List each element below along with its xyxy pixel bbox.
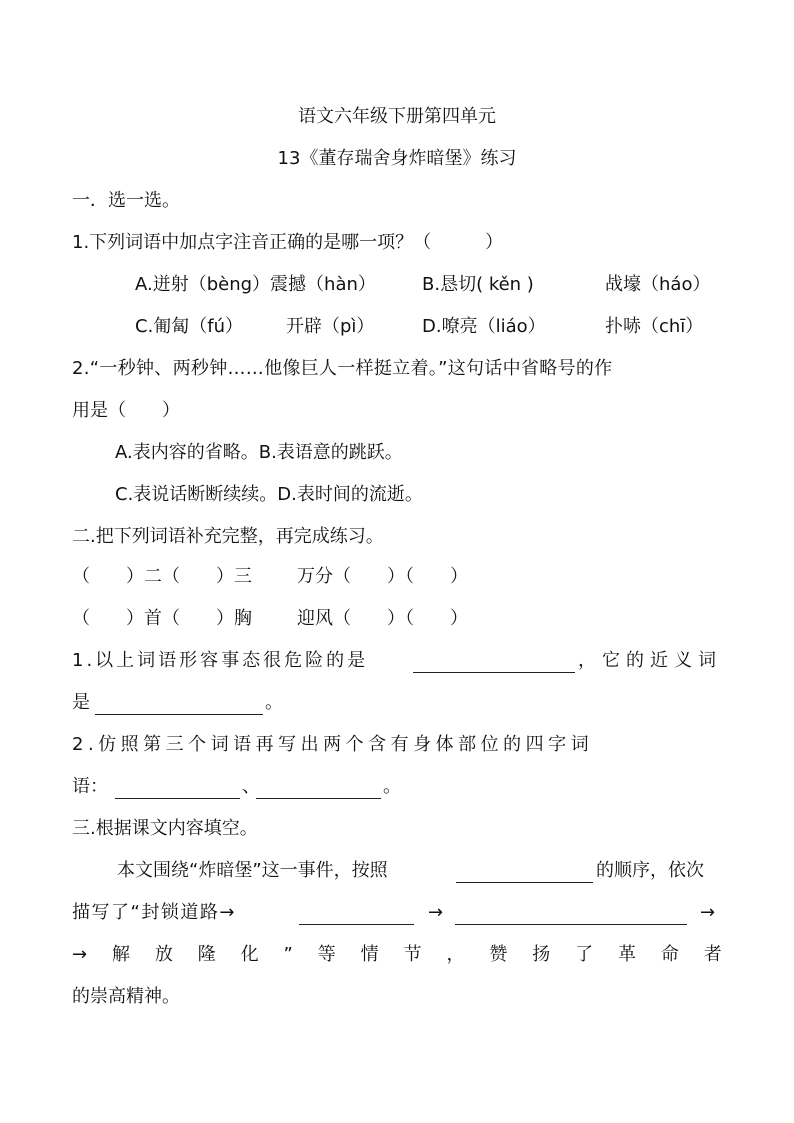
s3-para-line1-head: 本文围绕“炸暗堡”这一事件，按照 bbox=[117, 860, 388, 881]
s2-q1-text-tail: ，它的近义词 bbox=[578, 650, 722, 671]
idiom-blank-1: （ ）二（ ）三 bbox=[72, 566, 252, 587]
q1-option-b-word2: 战壕（háo） bbox=[605, 274, 711, 295]
idiom-blank-4: 迎风（ ）（ ） bbox=[297, 608, 468, 629]
q2-options-line2: C.表说话断断续续。D.表时间的流逝。 bbox=[115, 484, 423, 505]
s3-answer-blank-2[interactable] bbox=[299, 901, 414, 925]
s2-q1-text: 1.以上词语形容事态很危险的是 bbox=[72, 650, 369, 671]
s3-answer-blank-order[interactable] bbox=[456, 859, 593, 883]
s2-q2-answer-blank-1[interactable] bbox=[115, 775, 240, 799]
s2-q2-line1: 2.仿照第三个词语再写出两个含有身体部位的四字词 bbox=[72, 734, 594, 755]
section1-heading: 一．选一选。 bbox=[72, 190, 180, 211]
section3-heading: 三.根据课文内容填空。 bbox=[72, 818, 258, 839]
q1-option-a: A.迸射（bèng）震撼（hàn） bbox=[135, 274, 376, 295]
s3-arrow-1: → bbox=[428, 902, 444, 923]
s3-arrow-2: → bbox=[700, 902, 716, 923]
s2-q2-separator: 、 bbox=[242, 776, 260, 797]
idiom-blank-2: 万分（ ）（ ） bbox=[297, 566, 468, 587]
q2-stem-line2: 用是（ ） bbox=[72, 400, 180, 421]
s2-q1-line2-tail: 。 bbox=[265, 692, 283, 713]
page-subtitle: 13《董存瑞舍身炸暗堡》练习 bbox=[277, 148, 517, 169]
idiom-blank-3: （ ）首（ ）胸 bbox=[72, 608, 252, 629]
q2-stem-line1: 2.“一秒钟、两秒钟……他像巨人一样挺立着。”这句话中省略号的作 bbox=[72, 358, 613, 379]
q2-options-line1: A.表内容的省略。B.表语意的跳跃。 bbox=[115, 442, 403, 463]
q1-option-d-word2: 扑哧（chī） bbox=[605, 316, 704, 337]
q1-option-c-word2: 开辟（pì） bbox=[286, 316, 375, 337]
s2-q2-line2-tail: 。 bbox=[383, 776, 401, 797]
s2-q1-answer-blank-2[interactable] bbox=[95, 691, 263, 715]
s3-answer-blank-3[interactable] bbox=[455, 901, 687, 925]
q1-option-c: C.匍匐（fú） bbox=[135, 316, 244, 337]
q1-stem: 1.下列词语中加点字注音正确的是哪一项？（ ） bbox=[72, 232, 504, 253]
s3-para-line4: 的崇高精神。 bbox=[72, 986, 180, 1007]
s2-q2-answer-blank-2[interactable] bbox=[256, 775, 381, 799]
page-title: 语文六年级下册第四单元 bbox=[298, 106, 496, 127]
s2-q1-line2-head: 是 bbox=[72, 692, 90, 713]
s3-para-line2-head: 描写了“封锁道路→ bbox=[72, 902, 236, 923]
s2-q2-line2-head: 语： bbox=[72, 776, 108, 797]
s3-para-line1-tail: 的顺序，依次 bbox=[596, 860, 704, 881]
s2-q1-answer-blank-1[interactable] bbox=[413, 649, 575, 673]
q1-option-d: D.嘹亮（liáo） bbox=[422, 316, 546, 337]
section2-heading: 二.把下列词语补充完整，再完成练习。 bbox=[72, 526, 384, 547]
q1-option-b: B.恳切( kěn ) bbox=[422, 274, 534, 295]
s3-para-line3: → 解 放 隆 化 ” 等 情 节 ， 赞 扬 了 革 命 者 bbox=[72, 944, 722, 965]
